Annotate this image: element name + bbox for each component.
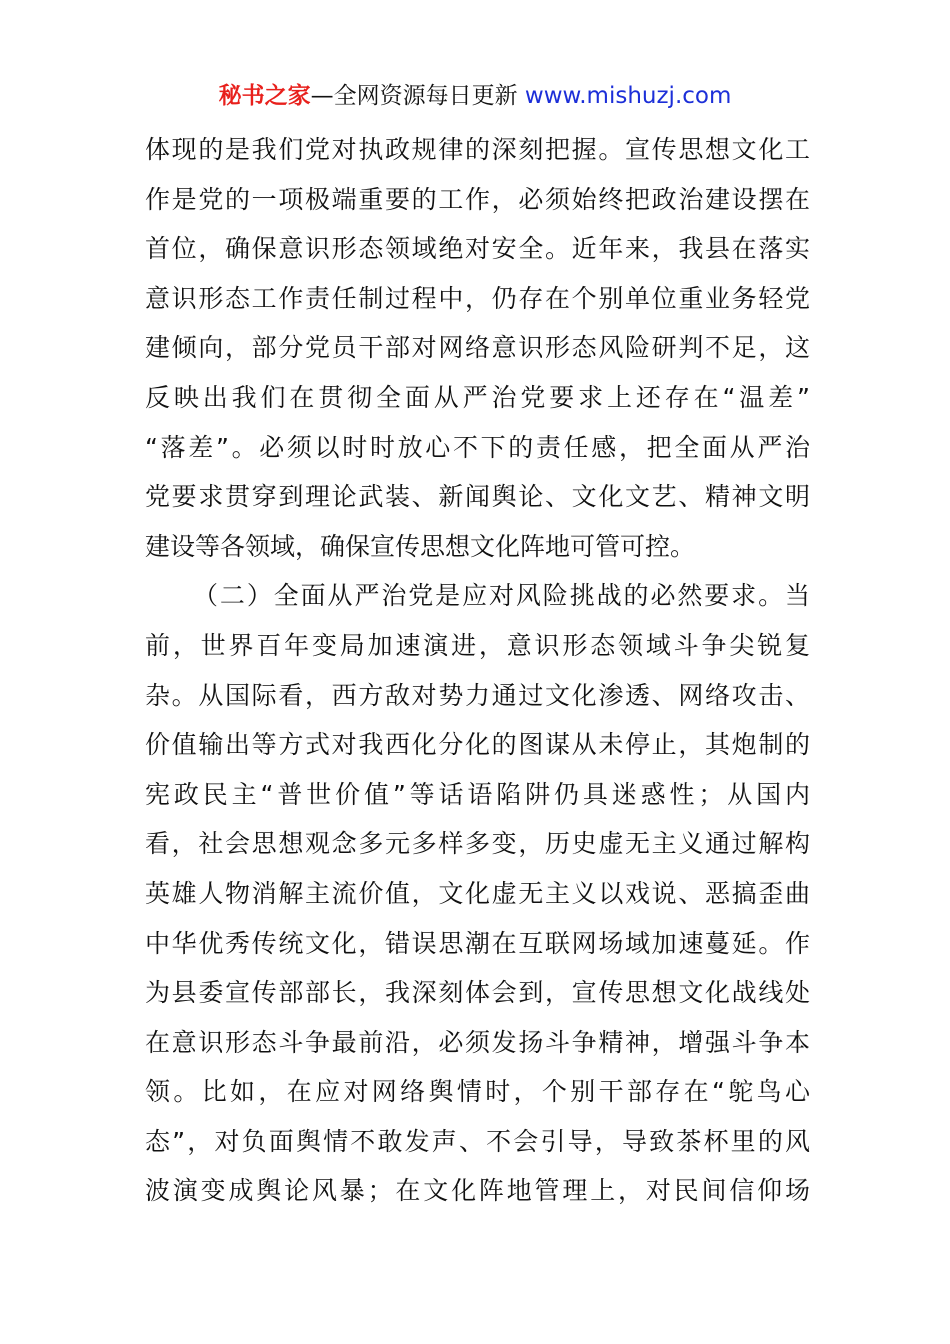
text-line: 杂。从国际看，西方敌对势力通过文化渗透、网络攻击、 <box>145 680 810 710</box>
text-line: 党要求贯穿到理论武装、新闻舆论、文化文艺、精神文明 <box>145 482 810 512</box>
text-line: 波演变成舆论风暴；在文化阵地管理上，对民间信仰场 <box>145 1176 810 1206</box>
text-line: 领。比如，在应对网络舆情时，个别干部存在“鸵鸟心 <box>145 1077 810 1107</box>
text-line: 为县委宣传部部长，我深刻体会到，宣传思想文化战线处 <box>145 978 810 1008</box>
text-line: 态”，对负面舆情不敢发声、不会引导，导致茶杯里的风 <box>145 1126 810 1156</box>
site-header <box>0 78 950 114</box>
text-line: 在意识形态斗争最前沿，必须发扬斗争精神，增强斗争本 <box>145 1027 810 1057</box>
text-line: 意识形态工作责任制过程中，仍存在个别单位重业务轻党 <box>145 283 810 313</box>
site-url-link[interactable]: www.mishuzj.com <box>524 83 732 109</box>
site-tagline: —全网资源每日更新 <box>310 83 525 109</box>
text-line: 体现的是我们党对执政规律的深刻把握。宣传思想文化工 <box>145 135 810 164</box>
text-line: 英雄人物消解主流价值，文化虚无主义以戏说、恶搞歪曲 <box>145 878 810 908</box>
text-line: 前，世界百年变局加速演进，意识形态领域斗争尖锐复 <box>145 630 810 660</box>
text-line: 反映出我们在贯彻全面从严治党要求上还存在“温差” <box>145 382 810 412</box>
text-line: 价值输出等方式对我西化分化的图谋从未停止，其炮制的 <box>145 730 810 760</box>
text-line: 看，社会思想观念多元多样多变，历史虚无主义通过解构 <box>145 829 810 859</box>
paragraph-1 <box>145 125 810 571</box>
paragraph-2 <box>145 571 810 1216</box>
text-line: （二）全面从严治党是应对风险挑战的必然要求。当 <box>193 581 810 611</box>
site-brand: 秘书之家 <box>218 83 311 109</box>
text-line: 首位，确保意识形态领域绝对安全。近年来，我县在落实 <box>145 234 810 264</box>
text-line: 建倾向，部分党员干部对网络意识形态风险研判不足，这 <box>145 333 810 363</box>
text-line: “落差”。必须以时时放心不下的责任感，把全面从严治 <box>145 432 810 462</box>
text-line: 作是党的一项极端重要的工作，必须始终把政治建设摆在 <box>145 184 810 214</box>
text-line: 建设等各领域，确保宣传思想文化阵地可管可控。 <box>145 531 696 561</box>
document-body <box>145 125 810 1216</box>
text-line: 宪政民主“普世价值”等话语陷阱仍具迷惑性；从国内 <box>145 779 810 809</box>
text-line: 中华优秀传统文化，错误思潮在互联网场域加速蔓延。作 <box>145 928 810 958</box>
